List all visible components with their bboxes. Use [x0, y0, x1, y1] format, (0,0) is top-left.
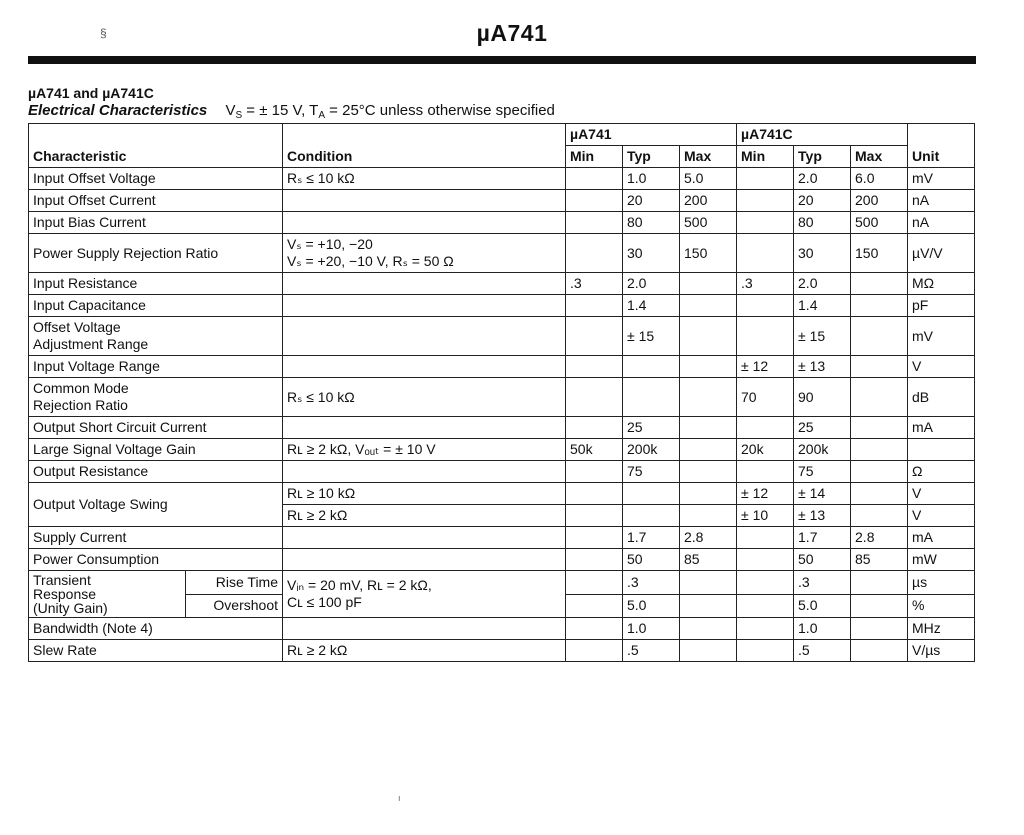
value-cell: 500 — [680, 212, 737, 234]
value-cell — [851, 461, 908, 483]
sub-characteristic-cell: Overshoot — [186, 594, 283, 618]
value-cell: 80 — [623, 212, 680, 234]
table-row — [29, 356, 975, 378]
header-max: Max — [680, 146, 737, 168]
value-cell: 5.0 — [623, 594, 680, 618]
value-cell: 200k — [623, 439, 680, 461]
value-cell — [680, 417, 737, 439]
value-cell: 20 — [623, 190, 680, 212]
table-row — [29, 461, 975, 483]
value-cell: 200 — [851, 190, 908, 212]
condition-cell — [283, 234, 566, 273]
condition-cell — [283, 461, 566, 483]
value-cell: .3 — [737, 273, 794, 295]
value-cell: 5.0 — [680, 168, 737, 190]
characteristic-cell: Input Voltage Range — [29, 356, 283, 378]
table-row — [29, 549, 975, 571]
section-heading: Electrical Characteristics — [28, 102, 208, 119]
cell-line: Rejection Ratio — [33, 397, 128, 413]
value-cell: 6.0 — [851, 168, 908, 190]
characteristic-cell: Input Capacitance — [29, 295, 283, 317]
value-cell: 1.0 — [623, 618, 680, 640]
value-cell — [737, 527, 794, 549]
header-typ: Typ — [794, 146, 851, 168]
unit-cell: Ω — [908, 461, 975, 483]
unit-cell: pF — [908, 295, 975, 317]
value-cell: 25 — [794, 417, 851, 439]
characteristic-cell: Input Bias Current — [29, 212, 283, 234]
value-cell — [680, 439, 737, 461]
value-cell: ± 13 — [794, 505, 851, 527]
value-cell: 1.4 — [794, 295, 851, 317]
value-cell: 50k — [566, 439, 623, 461]
header-blank — [908, 124, 975, 146]
characteristic-cell: Input Resistance — [29, 273, 283, 295]
condition-cell — [283, 527, 566, 549]
value-cell: 85 — [680, 549, 737, 571]
value-cell: 200 — [680, 190, 737, 212]
value-cell: .5 — [794, 640, 851, 662]
value-cell — [851, 317, 908, 356]
unit-cell: V — [908, 483, 975, 505]
table-row — [29, 618, 975, 640]
value-cell — [737, 640, 794, 662]
value-cell — [623, 505, 680, 527]
value-cell: 70 — [737, 378, 794, 417]
value-cell: 75 — [623, 461, 680, 483]
condition-cell — [283, 571, 566, 618]
value-cell — [851, 571, 908, 595]
value-cell: 30 — [794, 234, 851, 273]
unit-cell: mV — [908, 168, 975, 190]
value-cell — [566, 212, 623, 234]
header-min: Min — [737, 146, 794, 168]
cell-line: Transient — [33, 572, 91, 588]
table-row — [29, 168, 975, 190]
value-cell: 1.7 — [623, 527, 680, 549]
title-rule — [28, 56, 976, 64]
table-row — [29, 483, 975, 505]
value-cell: 20 — [794, 190, 851, 212]
characteristic-cell: Power Consumption — [29, 549, 283, 571]
characteristic-cell — [29, 571, 186, 618]
unit-cell: V — [908, 356, 975, 378]
value-cell: 80 — [794, 212, 851, 234]
header-unit: Unit — [908, 146, 975, 168]
value-cell: 2.0 — [623, 273, 680, 295]
condition-cell: Rʟ ≥ 2 kΩ — [283, 640, 566, 662]
unit-cell: mV — [908, 317, 975, 356]
sub-characteristic-cell: Rise Time — [186, 571, 283, 595]
unit-cell: nA — [908, 212, 975, 234]
unit-cell: mW — [908, 549, 975, 571]
value-cell — [851, 618, 908, 640]
unit-cell: V/µs — [908, 640, 975, 662]
value-cell: 1.7 — [794, 527, 851, 549]
value-cell — [680, 571, 737, 595]
unit-cell: MΩ — [908, 273, 975, 295]
value-cell — [566, 234, 623, 273]
value-cell: 150 — [851, 234, 908, 273]
header-typ: Typ — [623, 146, 680, 168]
header-row-group — [29, 124, 975, 146]
value-cell — [680, 640, 737, 662]
table-row — [29, 439, 975, 461]
unit-cell: µs — [908, 571, 975, 595]
value-cell: ± 12 — [737, 356, 794, 378]
unit-cell: dB — [908, 378, 975, 417]
unit-cell — [908, 439, 975, 461]
cell-line: Offset Voltage — [33, 319, 121, 335]
condition-cell: Rʟ ≥ 10 kΩ — [283, 483, 566, 505]
cell-line: (Unity Gain) — [33, 600, 108, 616]
header-ua741c: µA741C — [737, 124, 908, 146]
condition-cell — [283, 212, 566, 234]
characteristic-cell — [29, 317, 283, 356]
value-cell — [737, 212, 794, 234]
value-cell: 75 — [794, 461, 851, 483]
value-cell — [737, 461, 794, 483]
value-cell — [566, 527, 623, 549]
characteristic-cell: Output Resistance — [29, 461, 283, 483]
table-row — [29, 317, 975, 356]
value-cell: .3 — [794, 571, 851, 595]
value-cell — [737, 417, 794, 439]
value-cell — [851, 356, 908, 378]
value-cell: 1.4 — [623, 295, 680, 317]
value-cell — [566, 378, 623, 417]
value-cell: ± 12 — [737, 483, 794, 505]
header-ua741: µA741 — [566, 124, 737, 146]
value-cell — [566, 317, 623, 356]
value-cell — [851, 505, 908, 527]
characteristic-cell: Output Voltage Swing — [29, 483, 283, 527]
value-cell: 2.0 — [794, 273, 851, 295]
value-cell — [566, 571, 623, 595]
condition-cell: Rₛ ≤ 10 kΩ — [283, 168, 566, 190]
value-cell: 2.8 — [851, 527, 908, 549]
condition-cell — [283, 618, 566, 640]
header-max: Max — [851, 146, 908, 168]
value-cell — [680, 295, 737, 317]
condition-cell — [283, 295, 566, 317]
characteristic-cell: Bandwidth (Note 4) — [29, 618, 283, 640]
value-cell: 2.8 — [680, 527, 737, 549]
characteristic-cell: Input Offset Current — [29, 190, 283, 212]
unit-cell: % — [908, 594, 975, 618]
header-condition: Condition — [283, 146, 566, 168]
characteristic-cell: Input Offset Voltage — [29, 168, 283, 190]
value-cell — [680, 273, 737, 295]
condition-cell — [283, 273, 566, 295]
page-title: µA741 — [476, 20, 548, 46]
scan-mark: ı — [398, 793, 401, 803]
condition-cell — [283, 190, 566, 212]
value-cell: .3 — [623, 571, 680, 595]
unit-cell: mA — [908, 527, 975, 549]
value-cell — [737, 594, 794, 618]
value-cell — [851, 295, 908, 317]
header-min: Min — [566, 146, 623, 168]
electrical-characteristics-table — [28, 123, 975, 662]
value-cell — [851, 273, 908, 295]
table-body — [29, 168, 975, 662]
table-row — [29, 417, 975, 439]
device-subtitle: µA741 and µA741C — [28, 85, 154, 101]
value-cell — [566, 505, 623, 527]
value-cell: ± 10 — [737, 505, 794, 527]
header-characteristic: Characteristic — [29, 146, 283, 168]
scan-mark: § — [100, 26, 107, 40]
value-cell — [737, 317, 794, 356]
value-cell — [737, 549, 794, 571]
characteristic-cell: Slew Rate — [29, 640, 283, 662]
value-cell — [680, 461, 737, 483]
unit-cell: MHz — [908, 618, 975, 640]
value-cell — [737, 234, 794, 273]
value-cell — [566, 594, 623, 618]
unit-cell: V — [908, 505, 975, 527]
condition-cell: Rʟ ≥ 2 kΩ, Vₒᵤₜ = ± 10 V — [283, 439, 566, 461]
conditions-note: $V_S$ = ± 15 V, $T_A = 25^\circ C$ unless otherwise specified — [225, 102, 555, 121]
cell-line: Adjustment Range — [33, 336, 149, 352]
value-cell — [680, 483, 737, 505]
value-cell — [566, 618, 623, 640]
value-cell — [680, 356, 737, 378]
value-cell — [566, 168, 623, 190]
value-cell: 1.0 — [794, 618, 851, 640]
table-row — [29, 273, 975, 295]
value-cell: 500 — [851, 212, 908, 234]
value-cell — [623, 483, 680, 505]
value-cell — [851, 439, 908, 461]
value-cell — [680, 505, 737, 527]
value-cell: 20k — [737, 439, 794, 461]
value-cell: ± 14 — [794, 483, 851, 505]
cell-line: Cʟ ≤ 100 pF — [287, 594, 362, 610]
value-cell: 2.0 — [794, 168, 851, 190]
cell-line: Vᵢₙ = 20 mV, Rʟ = 2 kΩ, — [287, 577, 432, 593]
value-cell: 5.0 — [794, 594, 851, 618]
value-cell — [623, 356, 680, 378]
value-cell — [680, 594, 737, 618]
characteristic-cell: Supply Current — [29, 527, 283, 549]
value-cell: 90 — [794, 378, 851, 417]
value-cell — [680, 378, 737, 417]
cell-line: Response — [33, 586, 97, 602]
value-cell: .3 — [566, 273, 623, 295]
condition-cell — [283, 549, 566, 571]
value-cell: 150 — [680, 234, 737, 273]
table-row — [29, 571, 975, 595]
condition-cell: Rₛ ≤ 10 kΩ — [283, 378, 566, 417]
value-cell — [566, 190, 623, 212]
value-cell: .5 — [623, 640, 680, 662]
value-cell — [566, 461, 623, 483]
value-cell — [566, 417, 623, 439]
condition-cell: Rʟ ≥ 2 kΩ — [283, 505, 566, 527]
value-cell — [737, 295, 794, 317]
header-blank — [283, 124, 566, 146]
value-cell: 50 — [623, 549, 680, 571]
value-cell — [680, 317, 737, 356]
table-row — [29, 234, 975, 273]
value-cell: 25 — [623, 417, 680, 439]
value-cell — [566, 549, 623, 571]
value-cell: 1.0 — [623, 168, 680, 190]
value-cell — [851, 378, 908, 417]
value-cell — [851, 594, 908, 618]
characteristic-cell: Power Supply Rejection Ratio — [29, 234, 283, 273]
value-cell: ± 15 — [623, 317, 680, 356]
table-row — [29, 640, 975, 662]
value-cell: 30 — [623, 234, 680, 273]
unit-cell: mA — [908, 417, 975, 439]
value-cell — [851, 483, 908, 505]
header-row — [29, 146, 975, 168]
table-row — [29, 212, 975, 234]
table-row — [29, 527, 975, 549]
value-cell — [566, 356, 623, 378]
value-cell — [566, 640, 623, 662]
value-cell: 200k — [794, 439, 851, 461]
cell-line: Common Mode — [33, 380, 129, 396]
table-row — [29, 295, 975, 317]
condition-cell — [283, 417, 566, 439]
value-cell — [851, 640, 908, 662]
value-cell — [566, 483, 623, 505]
characteristic-cell — [29, 378, 283, 417]
value-cell — [566, 295, 623, 317]
header-blank — [29, 124, 283, 146]
value-cell: 50 — [794, 549, 851, 571]
value-cell — [623, 378, 680, 417]
condition-cell — [283, 317, 566, 356]
table-row — [29, 190, 975, 212]
value-cell: ± 13 — [794, 356, 851, 378]
value-cell: 85 — [851, 549, 908, 571]
value-cell — [737, 168, 794, 190]
unit-cell: nA — [908, 190, 975, 212]
value-cell: ± 15 — [794, 317, 851, 356]
characteristic-cell: Large Signal Voltage Gain — [29, 439, 283, 461]
condition-cell — [283, 356, 566, 378]
value-cell — [737, 618, 794, 640]
value-cell — [851, 417, 908, 439]
cell-line: Vₛ = +20, −10 V, Rₛ = 50 Ω — [287, 253, 454, 269]
cell-line: Vₛ = +10, −20 — [287, 236, 373, 252]
table-row — [29, 378, 975, 417]
characteristic-cell: Output Short Circuit Current — [29, 417, 283, 439]
value-cell — [680, 618, 737, 640]
value-cell — [737, 190, 794, 212]
section-header — [28, 102, 555, 121]
value-cell — [737, 571, 794, 595]
unit-cell: µV/V — [908, 234, 975, 273]
